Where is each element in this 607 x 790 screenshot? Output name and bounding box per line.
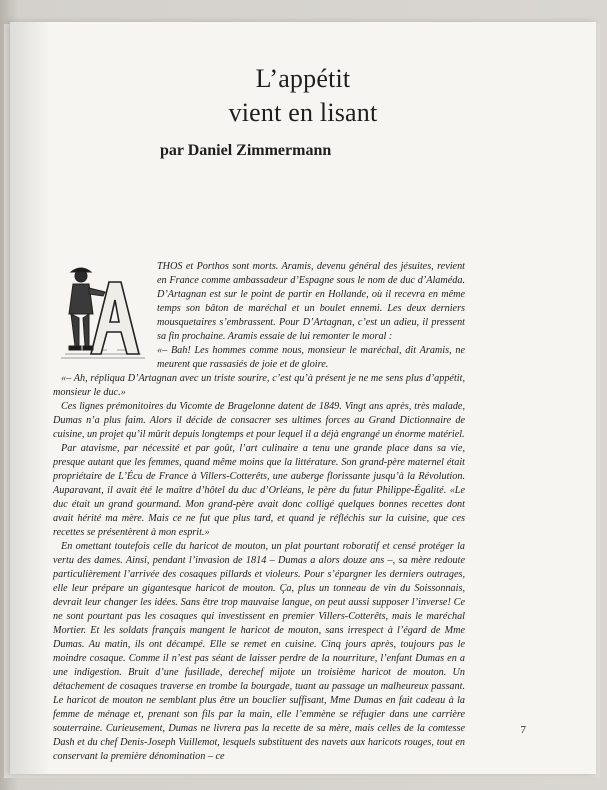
paragraph-2: Ces lignes prémonitoires du Vicomte de Bragelonne datent de 1849. Vingt ans après, très malade, Dumas n’a plus faim. Alors il décide de consacrer ses ultimes forces au Grand Dictionnaire de cuisine, un projet qu’il mûrit depuis longtemps et pour lequel il a déjà engrangé un énorme matériel. <box>53 401 465 440</box>
paragraph-4: En omettant toutefois celle du haricot de mouton, un plat pourtant roboratif et censé protéger la vertu des dames. Ainsi, pendant l’invasion de 1814 – Dumas a alors douze ans –, sa mère redoute particulièrement l’arrivée des cosaques pillards et violeurs. Pour s’épargner les derniers outrages, elle leur prépare un gigantesque haricot de mouton. Ça, plus un tonneau de vin du Soissonnais, devrait leur changer les idées. Sans être trop mauvaise langue, on peut aussi supposer l’inverse! Ce ne sont pourtant pas les cosaques qui investissent en premier Villers-Cotterêts, mais le maréchal Mortier. Et les soldats français mangent le haricot de mouton, sans irrespect à l’égard de Mme Dumas. Au matin, ils ont décampé. Elle se remet en cuisine. Cinq jours après, toujours pas le moindre cosaque. Comme il n’est pas séant de laisser perdre de la nourriture, l’enfant Dumas en a une indigestion. Bruit d’une fusillade, derechef mijote un troisième haricot de mouton. Un détachement de cosaques traverse en trombe la bourgade, tuant au passage un malheureux passant. Le haricot de mouton ne semblant plus être un bouclier suffisant, Mme Dumas en fait cadeau à la femme de ménage et, prenant son fils par la main, elle l’emmène se réfugier dans une carrière souterraine. Curieusement, Dumas ne livrera pas la recette de sa mère, mais celles de la comtesse Dash et du chef Denis-Joseph Vuillemot, lesquels substituent des navets aux haricots rouges, tout en conservant la première dénomination – ce <box>53 541 465 762</box>
article-title-line-1: L’appétit <box>255 64 351 93</box>
book-page <box>10 22 596 774</box>
article-body <box>53 260 465 764</box>
paragraph-1: THOS et Porthos sont morts. Aramis, devenu général des jésuites, revient en France comme ambassadeur d’Espagne sous le nom de duc d’Alaméda. D’Artagnan est sur le point de partir en Hollande, où il recevra en même temps son bâton de maréchal et un boulet ennemi. Les deux derniers mousquetaires s’embrassent. Pour D’Artagnan, c’est un adieu, il pressent sa fin prochaine. Aramis essaie de lui remonter le moral : <box>157 261 465 342</box>
page-number: 7 <box>520 724 526 736</box>
dropcap-illustration <box>57 262 149 362</box>
page-gutter-shadow <box>10 22 50 774</box>
quote-1: «– Bah! Les hommes comme nous, monsieur le maréchal, dit Aramis, ne meurent que rassasiés de joie et de gloire. <box>157 345 465 370</box>
article-title-line-2: vient en lisant <box>228 98 378 127</box>
article-byline: par Daniel Zimmermann <box>160 142 332 159</box>
quote-2: «– Ah, répliqua D’Artagnan avec un triste sourire, c’est qu’à présent je ne me sens plus d’appétit, monsieur le duc.» <box>53 373 465 398</box>
paragraph-3: Par atavisme, par nécessité et par goût, l’art culinaire a tenu une grande place dans sa vie, presque autant que les femmes, quand même moins que la littérature. Son grand-père maternel était propriétaire de L’Écu de France à Villers-Cotterêts, une auberge florissante jusqu’à la Révolution. Auparavant, il avait été le maître d’hôtel du duc d’Orléans, le père du futur Philippe-Égalité. «Le duc était un grand gourmand. Mon grand-père avait donc colligé quelques bonnes recettes dont avait hérité ma mère. Mais ce ne fut que plus tard, et quand je réfléchis sur la cuisine, que ces recettes se présentèrent à mon esprit.» <box>53 443 465 538</box>
